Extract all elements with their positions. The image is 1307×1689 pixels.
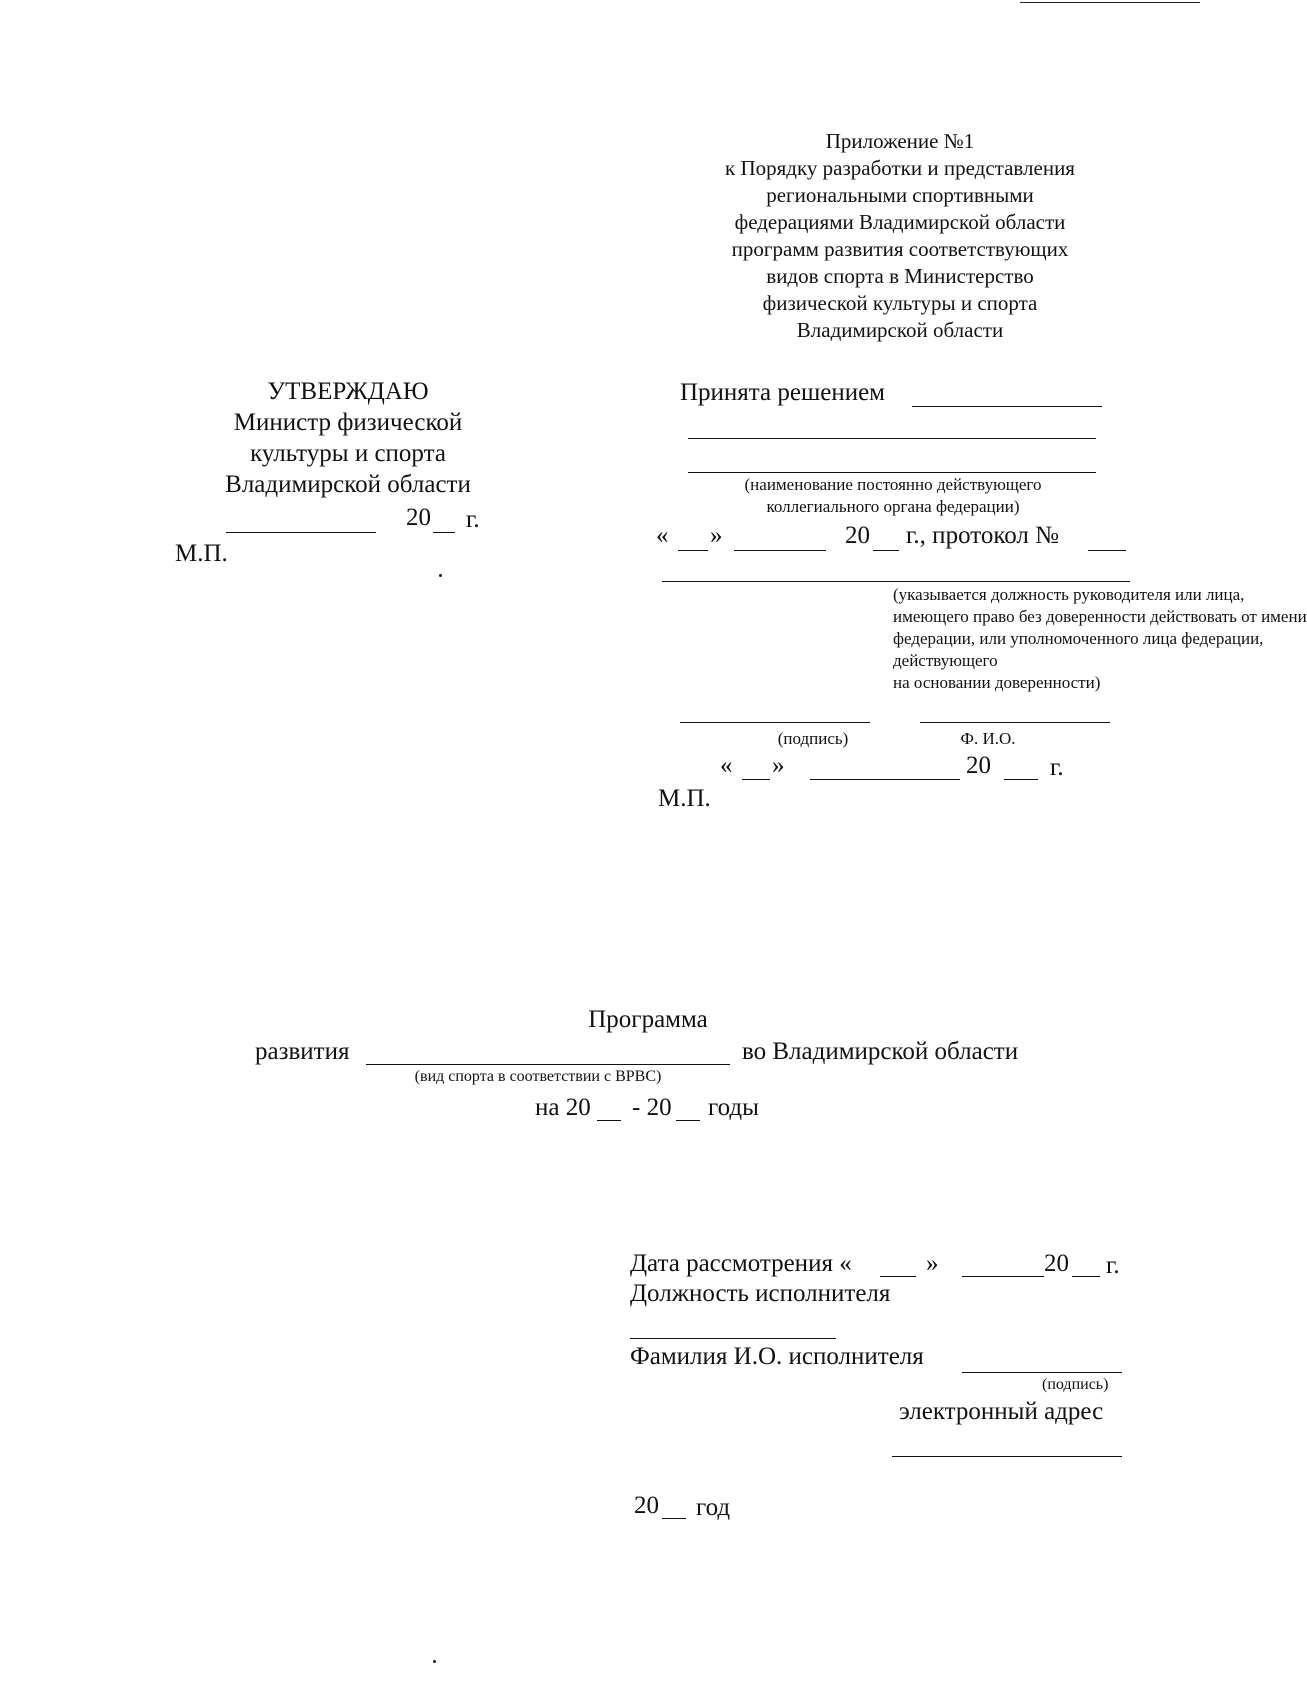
scan-dot	[439, 574, 442, 577]
date2-month-field[interactable]	[810, 779, 960, 780]
program-sport-field[interactable]	[366, 1064, 730, 1065]
appendix-line: региональными спортивными	[766, 183, 1034, 207]
adopted-fio-field[interactable]	[920, 722, 1110, 723]
date2-year-field[interactable]	[1004, 779, 1038, 780]
adopted-quote-open: «	[656, 522, 669, 549]
appendix-line: программ развития соответствующих	[731, 237, 1069, 261]
adopted-position-field[interactable]	[662, 581, 1130, 582]
appendix-line: к Порядку разработки и представления	[725, 156, 1075, 180]
adopted-protocol-label: г., протокол №	[906, 522, 1059, 549]
approval-line: Владимирской области	[225, 471, 471, 498]
scan-dot	[433, 1660, 436, 1663]
adopted-stamp: М.П.	[658, 785, 711, 812]
adopted-year-prefix: 20	[845, 522, 870, 549]
review-year-field[interactable]	[1072, 1276, 1100, 1277]
approval-date-field[interactable]	[226, 532, 376, 533]
review-quote-close: »	[926, 1250, 939, 1277]
adopted-note-line: коллегиального органа федерации)	[766, 497, 1020, 516]
approval-line: Министр физической	[233, 409, 463, 436]
adopted-quote-close: »	[710, 522, 723, 549]
approval-year-suffix: г.	[466, 506, 480, 533]
executor-signature-field[interactable]	[962, 1372, 1122, 1373]
adopted-protocol-field[interactable]	[1088, 550, 1126, 551]
adopted-day-field[interactable]	[678, 550, 708, 551]
footer-year-prefix: 20	[634, 1492, 659, 1519]
program-region-label: во Владимирской области	[742, 1038, 1019, 1065]
program-end-year-field[interactable]	[676, 1120, 700, 1121]
executor-signature-caption: (подпись)	[1042, 1376, 1109, 1393]
review-year-suffix: г.	[1106, 1252, 1120, 1279]
email-field[interactable]	[892, 1456, 1122, 1457]
program-years-a: на 20	[535, 1094, 591, 1121]
program-years-b: - 20	[632, 1094, 672, 1121]
program-start-year-field[interactable]	[597, 1120, 621, 1121]
adopted-body-field[interactable]	[912, 406, 1102, 407]
approval-block	[198, 376, 498, 500]
footer-year-field[interactable]	[662, 1518, 686, 1519]
appendix-line: Приложение №1	[825, 129, 975, 153]
date2-quote-close: »	[772, 752, 785, 779]
approval-line: УТВЕРЖДАЮ	[267, 378, 429, 405]
appendix-line: физической культуры и спорта	[762, 291, 1038, 315]
position-label: Должность исполнителя	[630, 1280, 891, 1307]
executor-name-label: Фамилия И.О. исполнителя	[630, 1343, 924, 1370]
program-title: Программа	[588, 1006, 708, 1033]
appendix-line: видов спорта в Министерство	[766, 264, 1034, 288]
email-label: электронный адрес	[899, 1398, 1104, 1425]
date2-quote-open: «	[720, 752, 733, 779]
scan-edge-line	[1020, 2, 1200, 3]
program-years-c: годы	[708, 1094, 759, 1121]
approval-year-prefix: 20	[406, 504, 431, 531]
review-year-prefix: 20	[1044, 1250, 1069, 1277]
review-day-field[interactable]	[880, 1276, 916, 1277]
appendix-line: федерациями Владимирской области	[734, 210, 1066, 234]
review-month-field[interactable]	[962, 1276, 1044, 1277]
appendix-line: Владимирской области	[796, 318, 1004, 342]
date2-year-prefix: 20	[966, 752, 991, 779]
approval-stamp: М.П.	[175, 540, 228, 567]
program-sport-note: (вид спорта в соответствии с ВРВС)	[414, 1068, 662, 1085]
adopted-body-field-2[interactable]	[688, 438, 1096, 439]
appendix-header	[690, 128, 1110, 344]
adopted-label: Принята решением	[680, 379, 886, 406]
adopted-note-line: (наименование постоянно действующего	[744, 475, 1042, 494]
review-label: Дата рассмотрения «	[630, 1250, 852, 1277]
position-field[interactable]	[630, 1338, 836, 1339]
approval-line: культуры и спорта	[250, 440, 446, 467]
adopted-body-field-3[interactable]	[688, 472, 1096, 473]
footer-year-suffix: год	[696, 1494, 731, 1521]
adopted-month-field[interactable]	[734, 550, 826, 551]
signature-caption: (подпись)	[777, 729, 849, 748]
program-dev-label: развития	[255, 1038, 350, 1065]
adopted-note	[744, 474, 1190, 518]
date2-year-suffix: г.	[1050, 754, 1064, 781]
approval-year-field[interactable]	[433, 532, 455, 533]
fio-caption: Ф. И.О.	[960, 729, 1016, 748]
date2-day-field[interactable]	[742, 779, 770, 780]
adopted-signature-field[interactable]	[680, 722, 870, 723]
adopted-year-field[interactable]	[873, 550, 899, 551]
